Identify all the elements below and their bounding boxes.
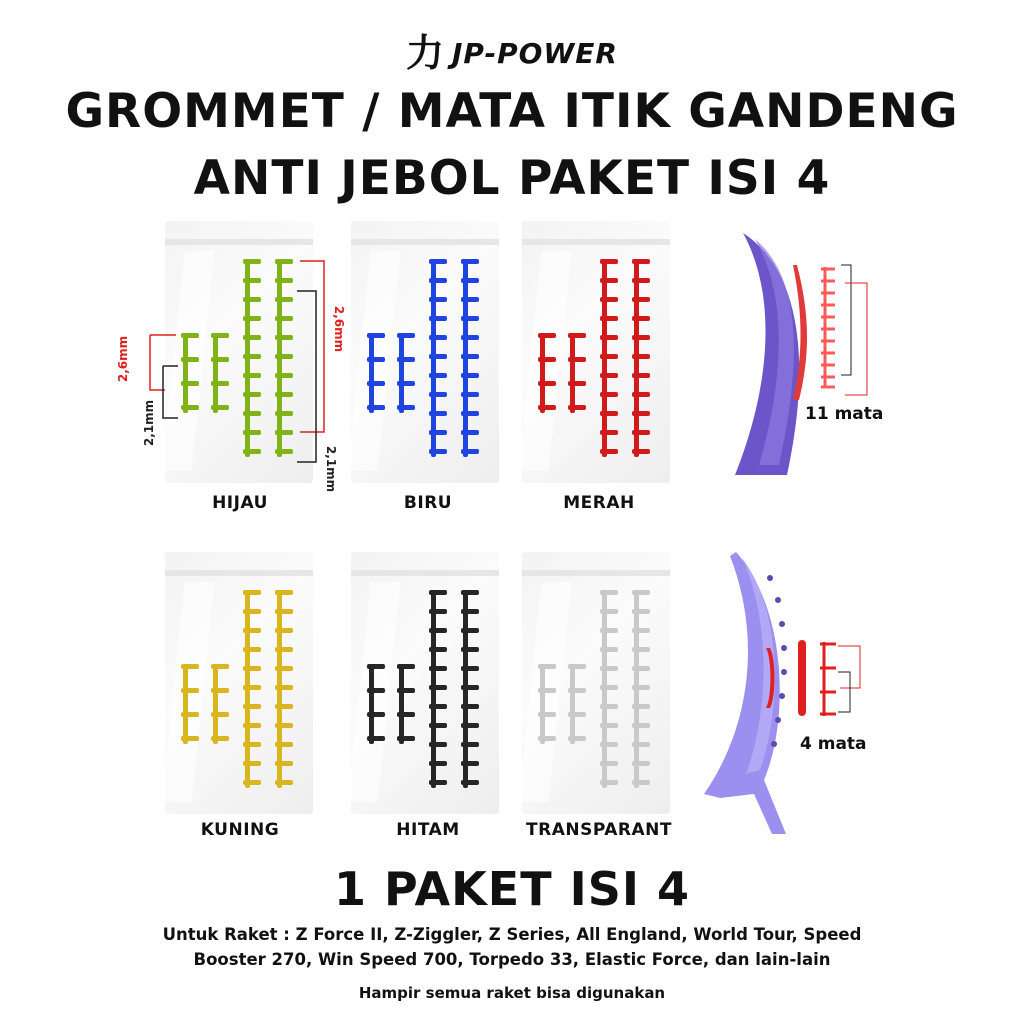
pack-label-merah: MERAH xyxy=(563,493,635,513)
grommet-strip-short xyxy=(367,333,385,413)
grommet-strip-short xyxy=(211,664,229,744)
grommet-strip-long xyxy=(243,259,261,457)
grommet-strip-short xyxy=(568,664,586,744)
racket-top-label: 11 mata xyxy=(805,404,884,424)
grommet-strip-long xyxy=(600,590,618,788)
grommet-strip-short xyxy=(181,664,199,744)
compat-line-1: Untuk Raket : Z Force II, Z-Ziggler, Z Series, All England, World Tour, Speed xyxy=(162,925,862,944)
grommet-pack-transparant xyxy=(522,552,670,814)
page-title-line2: ANTI JEBOL PAKET ISI 4 xyxy=(193,151,831,206)
grommet-strip-long xyxy=(243,590,261,788)
brand-logo xyxy=(0,30,1024,75)
grommet-strip-short xyxy=(538,333,556,413)
page-title-line1: GROMMET / MATA ITIK GANDENG xyxy=(65,84,959,139)
grommet-strip-short xyxy=(181,333,199,413)
grommet-strip-short xyxy=(397,333,415,413)
usage-note: Hampir semua raket bisa digunakan xyxy=(358,984,666,1002)
pack-label-hijau: HIJAU xyxy=(212,493,268,513)
racket-frame-bottom-illustration xyxy=(690,548,890,838)
pack-label-hitam: HITAM xyxy=(396,820,460,840)
brand-name: JP-POWER xyxy=(452,36,618,70)
grommet-strip-long xyxy=(632,590,650,788)
compat-line-2: Booster 270, Win Speed 700, Torpedo 33, Elastic Force, dan lain-lain xyxy=(193,950,831,969)
measure-wide-left: 2,6mm xyxy=(116,335,131,383)
racket-bottom-label: 4 mata xyxy=(800,734,867,754)
measure-narrow-right: 2,1mm xyxy=(324,445,339,493)
grommet-strip-long xyxy=(461,590,479,788)
grommet-strip-short xyxy=(211,333,229,413)
grommet-strip-long xyxy=(600,259,618,457)
measure-wide-right: 2,6mm xyxy=(332,305,347,353)
grommet-pack-hijau xyxy=(165,221,313,483)
grommet-strip-long xyxy=(275,259,293,457)
grommet-strip-long xyxy=(275,590,293,788)
grommet-pack-hitam xyxy=(351,552,499,814)
grommet-strip-short xyxy=(367,664,385,744)
grommet-strip-long xyxy=(429,259,447,457)
pack-label-transparant: TRANSPARANT xyxy=(526,820,672,840)
grommet-strip-short xyxy=(397,664,415,744)
grommet-pack-kuning xyxy=(165,552,313,814)
measure-narrow-left: 2,1mm xyxy=(142,399,157,447)
grommet-strip-short xyxy=(568,333,586,413)
compatible-rackets-text xyxy=(112,922,912,972)
grommet-pack-merah xyxy=(522,221,670,483)
grommet-strip-long xyxy=(461,259,479,457)
grommet-strip-short xyxy=(538,664,556,744)
grommet-strip-long xyxy=(632,259,650,457)
grommet-strip-long xyxy=(429,590,447,788)
grommet-pack-biru xyxy=(351,221,499,483)
racket-frame-top-illustration xyxy=(715,225,915,485)
pack-label-biru: BIRU xyxy=(403,493,453,513)
pack-label-kuning: KUNING xyxy=(200,820,280,840)
package-heading: 1 PAKET ISI 4 xyxy=(334,862,690,916)
brand-mark-icon: 力 xyxy=(406,30,445,75)
